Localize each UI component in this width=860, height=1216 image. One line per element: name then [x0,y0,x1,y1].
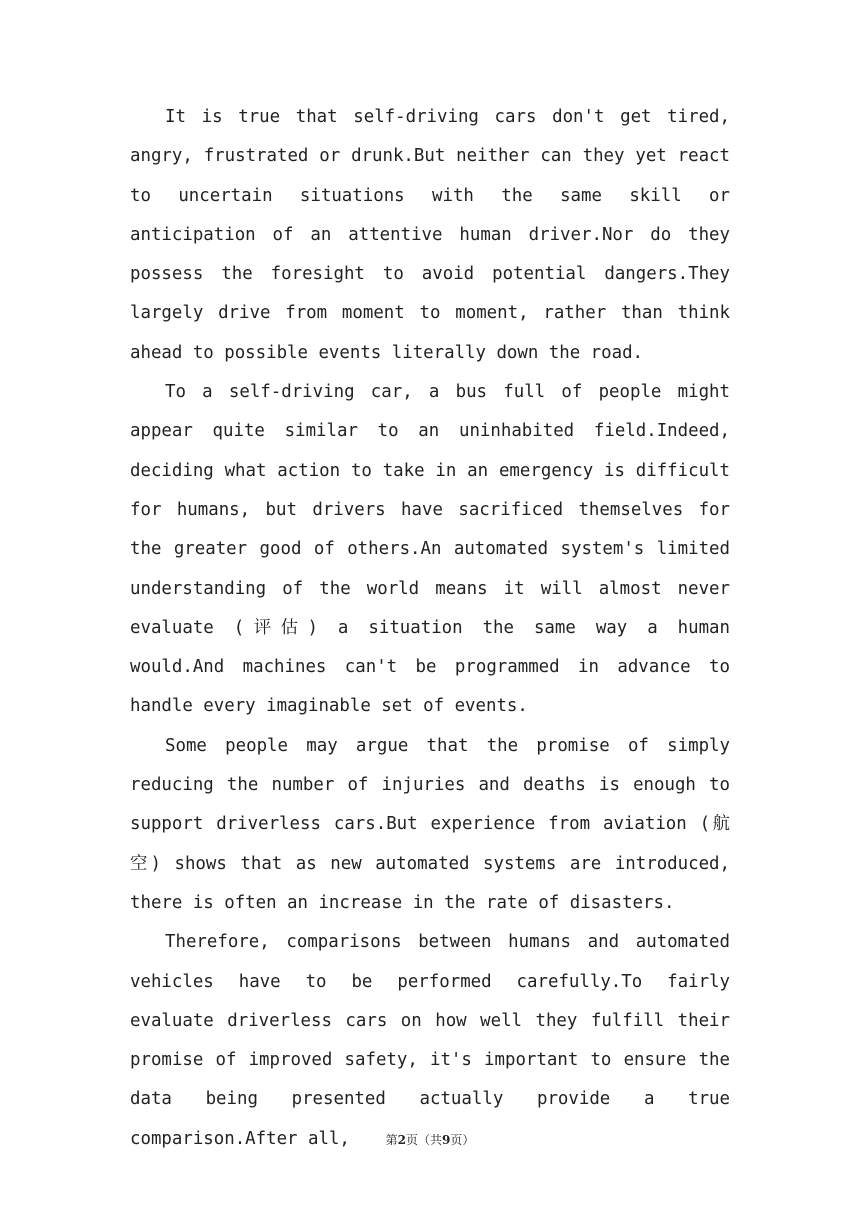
current-page-number: 2 [397,1133,406,1147]
paragraph: Therefore, comparisons between humans and automated vehicles have to be performed carefully.To fairly evaluate driverless cars on how well they fulfill their promise of improved safety, it's important to ensure the data being presented actually provide a true comparison.After all, [130,932,730,1149]
total-pages-number: 9 [442,1133,451,1147]
footer-prefix: 第 [385,1133,398,1147]
page-footer [0,1131,860,1149]
footer-middle: 页（共 [405,1133,442,1147]
paragraph: It is true that self-driving cars don't get tired, angry, frustrated or drunk.But neither can they yet react to uncertain situations with the same skill or anticipation of an attentive human driver.Nor do they possess the foresight to avoid potential dangers.They largely drive from moment to moment, rather than think ahead to possible events literally down the road. [130,107,730,363]
body-text [130,98,730,1159]
paragraph: Some people may argue that the promise of simply reducing the number of injuries and deaths is enough to support driverless cars.But experience from aviation (航空) shows that as new automated systems are introduced, there is often an increase in the rate of disasters. [130,735,730,913]
paragraph: To a self-driving car, a bus full of people might appear quite similar to an uninhabited field.Indeed, deciding what action to take in an emergency is difficult for humans, but drivers have sacrificed themselves for the greater good of others.An automated system's limited understanding of the world means it will almost never evaluate (评估) a situation the same way a human would.And machines can't be programmed in advance to handle every imaginable set of events. [130,382,730,717]
footer-suffix: 页） [450,1133,475,1147]
